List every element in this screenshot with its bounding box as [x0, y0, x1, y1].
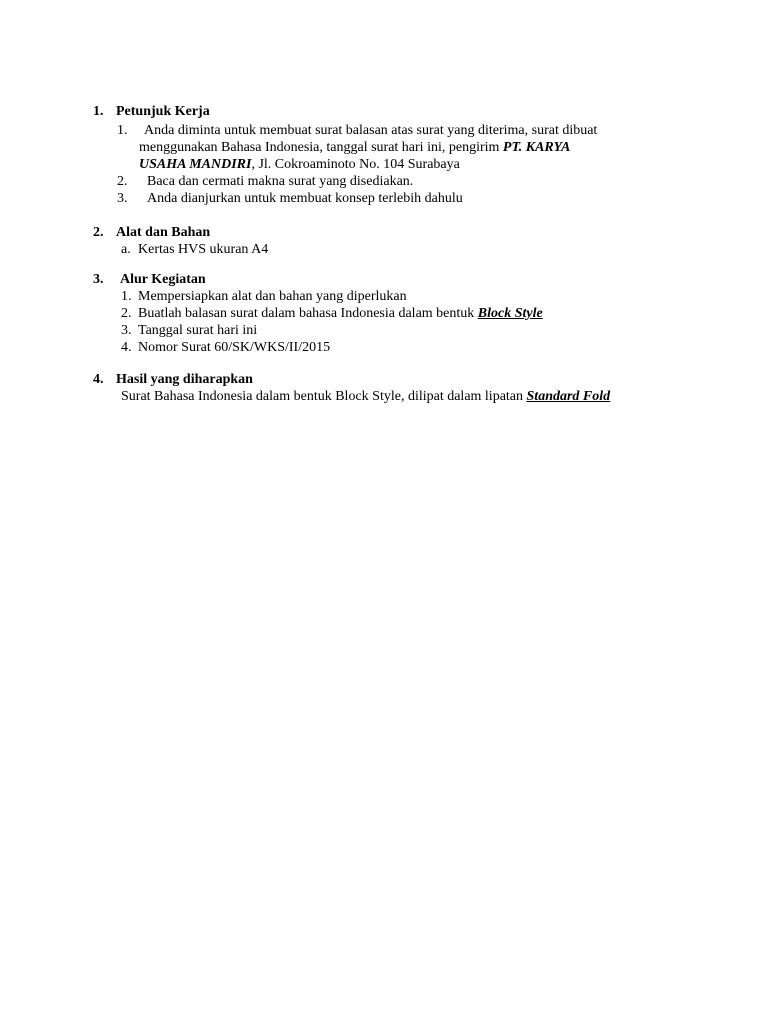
list-item: [121, 339, 330, 356]
list-item: [121, 288, 407, 305]
list-item: [117, 173, 413, 190]
list-item: [117, 122, 597, 139]
list-item: [121, 322, 257, 339]
section-title: Alur Kegiatan: [120, 272, 206, 287]
company-name: PT. KARYA: [502, 140, 571, 155]
section-4-heading: [93, 371, 253, 388]
item-text: Baca dan cermati makna surat yang disediakan.: [147, 174, 414, 189]
company-name: USAHA MANDIRI: [139, 157, 252, 172]
item-text: Tanggal surat hari ini: [138, 323, 258, 338]
item-text: , Jl. Cokroaminoto No. 104 Surabaya: [251, 157, 460, 172]
section-title: Alat dan Bahan: [116, 225, 211, 240]
section-title: Petunjuk Kerja: [116, 104, 210, 119]
list-item: [121, 241, 268, 258]
item-number: 2.: [117, 174, 128, 189]
standard-fold-emphasis: Standard Fold: [526, 389, 611, 404]
item-text: Buatlah balasan surat dalam bahasa Indonesia dalam bentuk: [138, 306, 478, 321]
section-2-heading: [93, 224, 210, 241]
list-item-continuation: [139, 156, 460, 173]
section-3-heading: [93, 271, 206, 288]
item-text: Anda dianjurkan untuk membuat konsep terlebih dahulu: [147, 191, 463, 206]
section-number: 1.: [93, 104, 104, 119]
item-number: a.: [121, 242, 131, 257]
item-number: 3.: [117, 191, 128, 206]
item-number: 4.: [121, 340, 132, 355]
section-1-heading: [93, 103, 210, 120]
item-number: 3.: [121, 323, 132, 338]
section-body: [121, 388, 610, 405]
section-number: 3.: [93, 272, 104, 287]
section-title: Hasil yang diharapkan: [116, 372, 253, 387]
item-number: 2.: [121, 306, 132, 321]
section-number: 2.: [93, 225, 104, 240]
item-text: Kertas HVS ukuran A4: [138, 242, 269, 257]
list-item-continuation: [139, 139, 570, 156]
item-text: menggunakan Bahasa Indonesia, tanggal surat hari ini, pengirim: [139, 140, 503, 155]
body-text: Surat Bahasa Indonesia dalam bentuk Block Style, dilipat dalam lipatan: [121, 389, 527, 404]
item-text: Nomor Surat 60/SK/WKS/II/2015: [138, 340, 331, 355]
item-text: Mempersiapkan alat dan bahan yang diperlukan: [138, 289, 407, 304]
list-item: [121, 305, 543, 322]
block-style-emphasis: Block Style: [477, 306, 543, 321]
list-item: [117, 190, 463, 207]
item-number: 1.: [121, 289, 132, 304]
item-number: 1.: [117, 123, 128, 138]
item-text: Anda diminta untuk membuat surat balasan atas surat yang diterima, surat dibuat: [144, 123, 598, 138]
section-number: 4.: [93, 372, 104, 387]
